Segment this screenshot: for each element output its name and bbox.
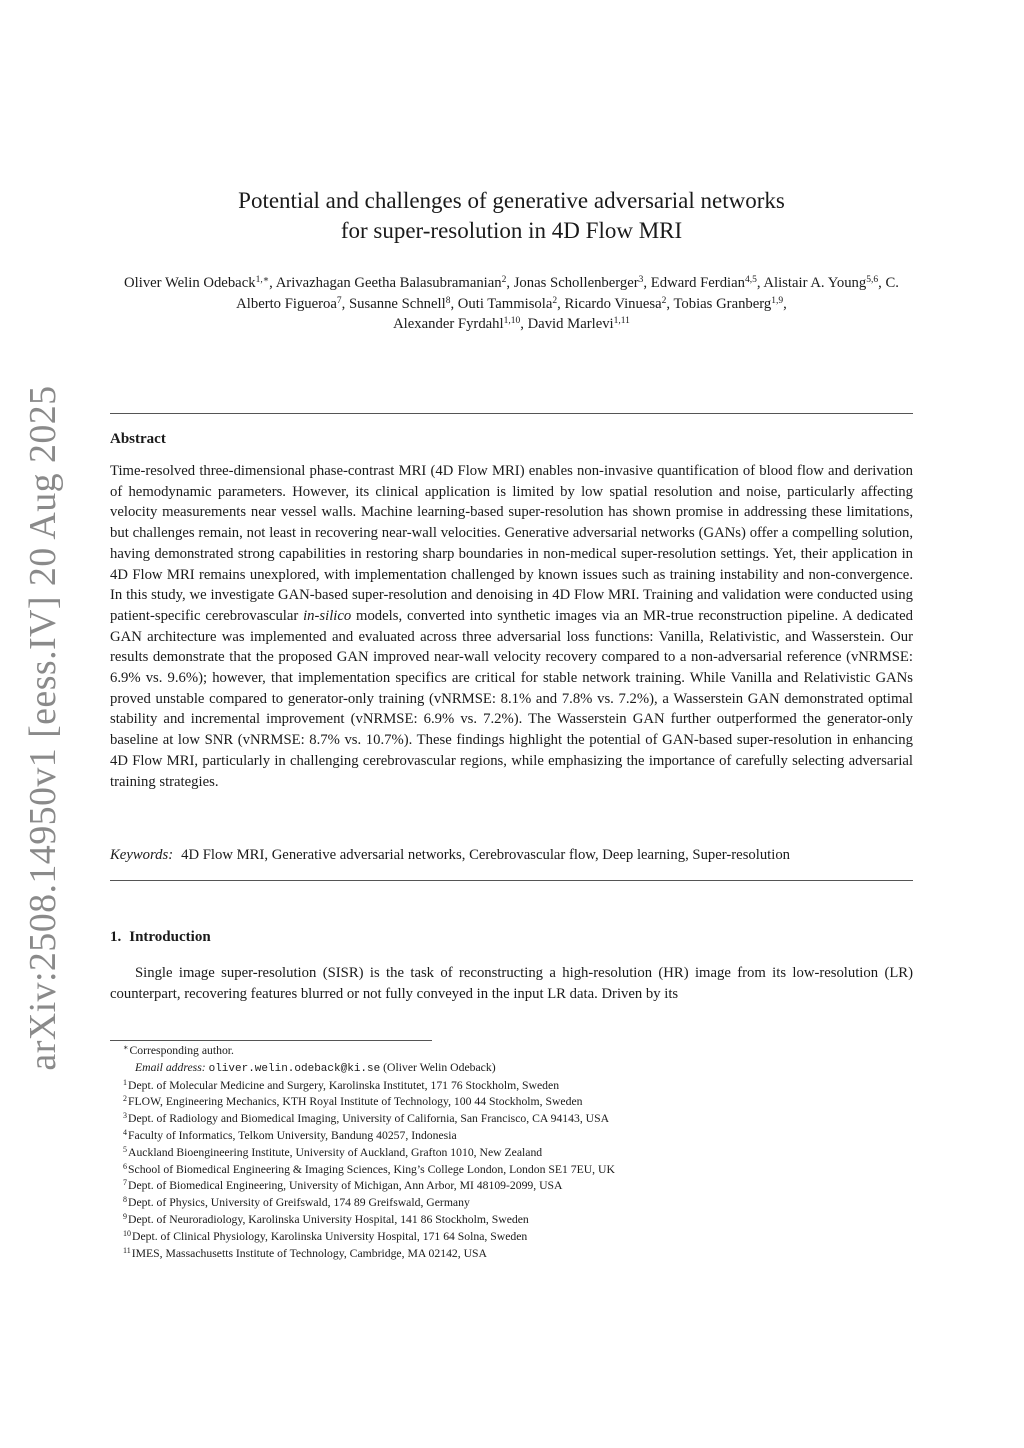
footnote-affiliation: $^6$School of Biomedical Engineering & Imaging Sciences, King’s College London, London SE1 7EU, UK — [123, 1161, 615, 1176]
abstract-italic-term: in-silico — [303, 607, 352, 624]
author: Susanne Schnell$^8$ — [349, 295, 451, 312]
abstract-heading: Abstract — [110, 431, 166, 447]
author-list: Oliver Welin Odeback$^{1,∗}$, Arivazhagan Geetha Balasubramanian$^2$, Jonas Schollenberger$^3$, Edward Ferdian$^{4,5}$, Alistair A. Young$^{5,6}$, C. Alberto Figueroa$^7$, Susanne Schnell$^8$, Outi Tammisola$^2$, Ricardo Vinuesa$^2$, Tobias Granberg$^{1,9}$, Alexander Fyrdahl$^{1,10}$, David Marlevi$^{1,11}$ — [124, 275, 899, 333]
footnote-rule — [110, 1040, 432, 1041]
arxiv-identifier: arXiv:2508.14950v1 [eess.IV] 20 Aug 2025 — [22, 385, 64, 1071]
introduction-paragraph: Single image super-resolution (SISR) is the task of reconstructing a high-resolution (HR) image from its low-resolution (LR) counterpart, recovering features blurred or not fully conveyed in the input LR data. Driven by its — [110, 965, 913, 1002]
title-line-1: Potential and challenges of generative adversarial networks — [238, 188, 785, 213]
abstract-top-rule — [110, 413, 913, 414]
email-link[interactable]: oliver.welin.odeback@ki.se — [208, 1062, 381, 1075]
footnote-affiliation: $^5$Auckland Bioengineering Institute, University of Auckland, Grafton 1010, New Zealand — [123, 1144, 543, 1159]
abstract-bottom-rule — [110, 880, 913, 881]
author: Alistair A. Young$^{5,6}$ — [763, 275, 879, 291]
footnote-affiliation: $^7$Dept. of Biomedical Engineering, University of Michigan, Ann Arbor, MI 48109-2099, USA — [123, 1178, 563, 1193]
footnote-email: Email address: oliver.welin.odeback@ki.se (Oliver Welin Odeback) — [135, 1060, 496, 1075]
section-heading-introduction — [110, 929, 211, 946]
footnote-corresponding: ∗Corresponding author. — [123, 1043, 234, 1057]
section-title: Introduction — [129, 929, 211, 945]
keywords-list: 4D Flow MRI, Generative adversarial networks, Cerebrovascular flow, Deep learning, Super-resolution — [181, 847, 791, 863]
abstract-text: Time-resolved three-dimensional phase-contrast MRI (4D Flow MRI) enables non-invasive quantification of blood flow and derivation of hemodynamic parameters. However, its clinical application is limited by low spatial resolution and noise, particularly affecting velocity measurements near vessel walls. Machine learning-based super-resolution has shown promise in addressing these limitations, but challenges remain, not least in recovering near-wall velocities. Generative adversarial networks (GANs) offer a compelling solution, having demonstrated strong capabilities in restoring sharp boundaries in non-medical super-resolution settings. Yet, their application in 4D Flow MRI remains unexplored, with implementation challenged by known issues such as training instability and non-convergence. In this study, we investigate GAN-based super-resolution and denoising in 4D Flow MRI. Training and validation were conducted using patient-specific cerebrovascular in-silico models, converted into synthetic images via an MR-true reconstruction pipeline. A dedicated GAN architecture was implemented and evaluated across three adversarial loss functions: Vanilla, Relativistic, and Wasserstein. Our results demonstrate that the proposed GAN improved near-wall velocity recovery compared to a non-adversarial reference (vNRMSE: 6.9% vs. 9.6%); however, that implementation specifics are critical for stable network training. While Vanilla and Relativistic GANs proved unstable compared to generator-only training (vNRMSE: 8.1% and 7.8% vs. 7.2%), a Wasserstein GAN demonstrated optimal stability and incremental improvement (vNRMSE: 6.9% vs. 7.2%). The Wasserstein GAN further outperformed the generator-only baseline at low SNR (vNRMSE: 8.7% vs. 10.7%). These findings highlight the potential of GAN-based super-resolution in enhancing 4D Flow MRI, particularly in challenging cerebrovascular regions, while emphasizing the importance of carefully selecting adversarial training strategies. — [110, 463, 913, 790]
footnote-affiliation: $^{10}$Dept. of Clinical Physiology, Karolinska University Hospital, 171 64 Solna, Sweden — [123, 1228, 528, 1243]
author: Alexander Fyrdahl$^{1,10}$ — [393, 316, 521, 333]
footnote-affiliation: $^2$FLOW, Engineering Mechanics, KTH Royal Institute of Technology, 100 44 Stockholm, Sweden — [123, 1094, 583, 1109]
footnote-affiliation: $^1$Dept. of Molecular Medicine and Surgery, Karolinska Institutet, 171 76 Stockholm, Sweden — [123, 1077, 560, 1092]
author: C. Alberto Figueroa$^7$ — [236, 275, 899, 312]
footnotes — [123, 1043, 913, 1262]
keywords — [110, 845, 913, 865]
paper-title — [110, 186, 913, 246]
section-number: 1. — [110, 929, 122, 945]
author: Oliver Welin Odeback$^{1,∗}$ — [124, 275, 270, 291]
footnote-affiliation: $^{11}$IMES, Massachusetts Institute of Technology, Cambridge, MA 02142, USA — [123, 1245, 487, 1260]
footnote-affiliation: $^3$Dept. of Radiology and Biomedical Imaging, University of California, San Francisco, CA 94143, USA — [123, 1111, 610, 1126]
title-line-2: for super-resolution in 4D Flow MRI — [340, 218, 683, 243]
author: Edward Ferdian$^{4,5}$ — [650, 275, 757, 291]
footnote-affiliation: $^9$Dept. of Neuroradiology, Karolinska University Hospital, 141 86 Stockholm, Sweden — [123, 1211, 529, 1226]
footnote-affiliation: $^8$Dept. of Physics, University of Greifswald, 174 89 Greifswald, Germany — [123, 1195, 470, 1210]
author: Jonas Schollenberger$^3$ — [513, 275, 644, 291]
keywords-label: Keywords: — [110, 847, 174, 863]
author: Ricardo Vinuesa$^2$ — [564, 295, 667, 312]
author: Arivazhagan Geetha Balasubramanian$^2$ — [275, 275, 507, 291]
author: Outi Tammisola$^2$ — [457, 295, 558, 312]
footnote-affiliation: $^4$Faculty of Informatics, Telkom University, Bandung 40257, Indonesia — [123, 1127, 457, 1142]
author: Tobias Granberg$^{1,9}$ — [673, 295, 784, 312]
author: David Marlevi$^{1,11}$ — [527, 316, 630, 333]
